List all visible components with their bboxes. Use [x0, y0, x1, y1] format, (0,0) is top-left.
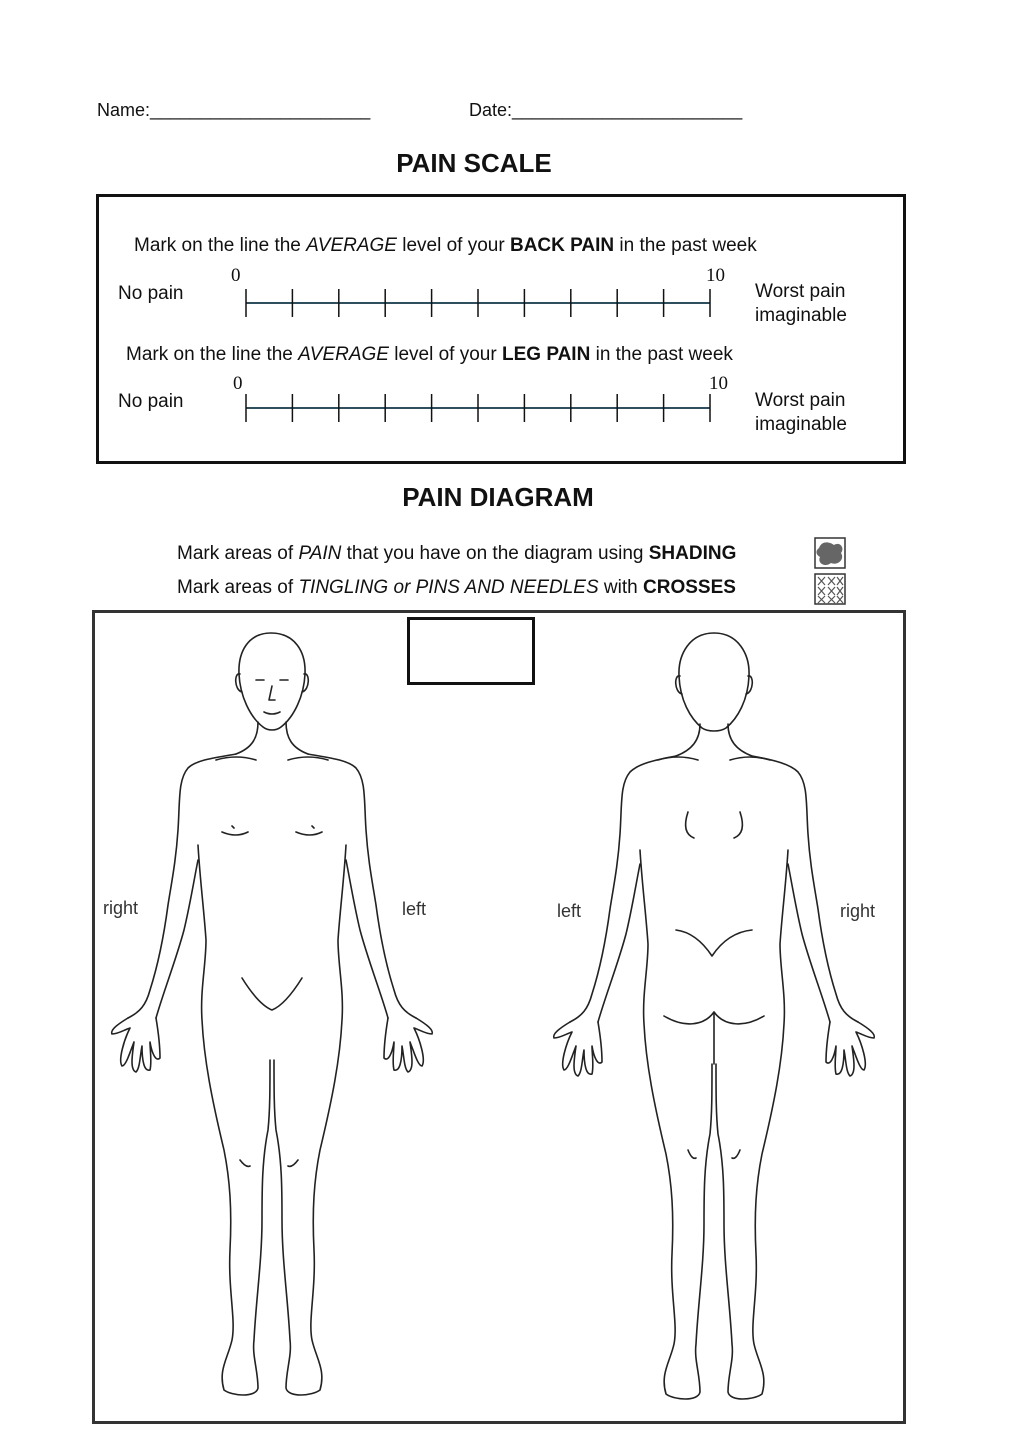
- leg-scale-min: 0: [233, 373, 243, 394]
- leg-worst-pain-label: Worst pain imaginable: [755, 390, 847, 435]
- back-pain-instruction: Mark on the line the AVERAGE level of your BACK PAIN in the past week: [134, 235, 757, 256]
- front-right-label: right: [103, 898, 139, 918]
- back-left-label: left: [557, 901, 582, 921]
- back-body-figure[interactable]: [554, 633, 875, 1399]
- shading-instruction: Mark areas of PAIN that you have on the diagram using SHADING: [177, 543, 737, 564]
- front-body-figure[interactable]: [112, 633, 433, 1395]
- back-no-pain-label: No pain: [118, 283, 184, 304]
- back-scale-min: 0: [231, 265, 241, 286]
- front-left-label: left: [402, 899, 427, 919]
- leg-scale-max: 10: [709, 373, 728, 394]
- back-right-label: right: [840, 901, 876, 921]
- pain-diagram-title: PAIN DIAGRAM: [402, 482, 594, 512]
- leg-no-pain-label: No pain: [118, 391, 184, 412]
- name-blank[interactable]: ______________________: [150, 100, 371, 120]
- date-blank[interactable]: _______________________: [512, 100, 743, 120]
- back-worst-pain-label: Worst pain imaginable: [755, 281, 847, 326]
- pain-scale-title: PAIN SCALE: [396, 148, 552, 178]
- crosses-instruction: Mark areas of TINGLING or PINS AND NEEDLES with CROSSES: [177, 577, 736, 598]
- leg-pain-instruction: Mark on the line the AVERAGE level of your LEG PAIN in the past week: [126, 344, 733, 365]
- date-label: Date:: [469, 100, 513, 120]
- name-label: Name:: [97, 100, 151, 120]
- back-scale-max: 10: [706, 265, 725, 286]
